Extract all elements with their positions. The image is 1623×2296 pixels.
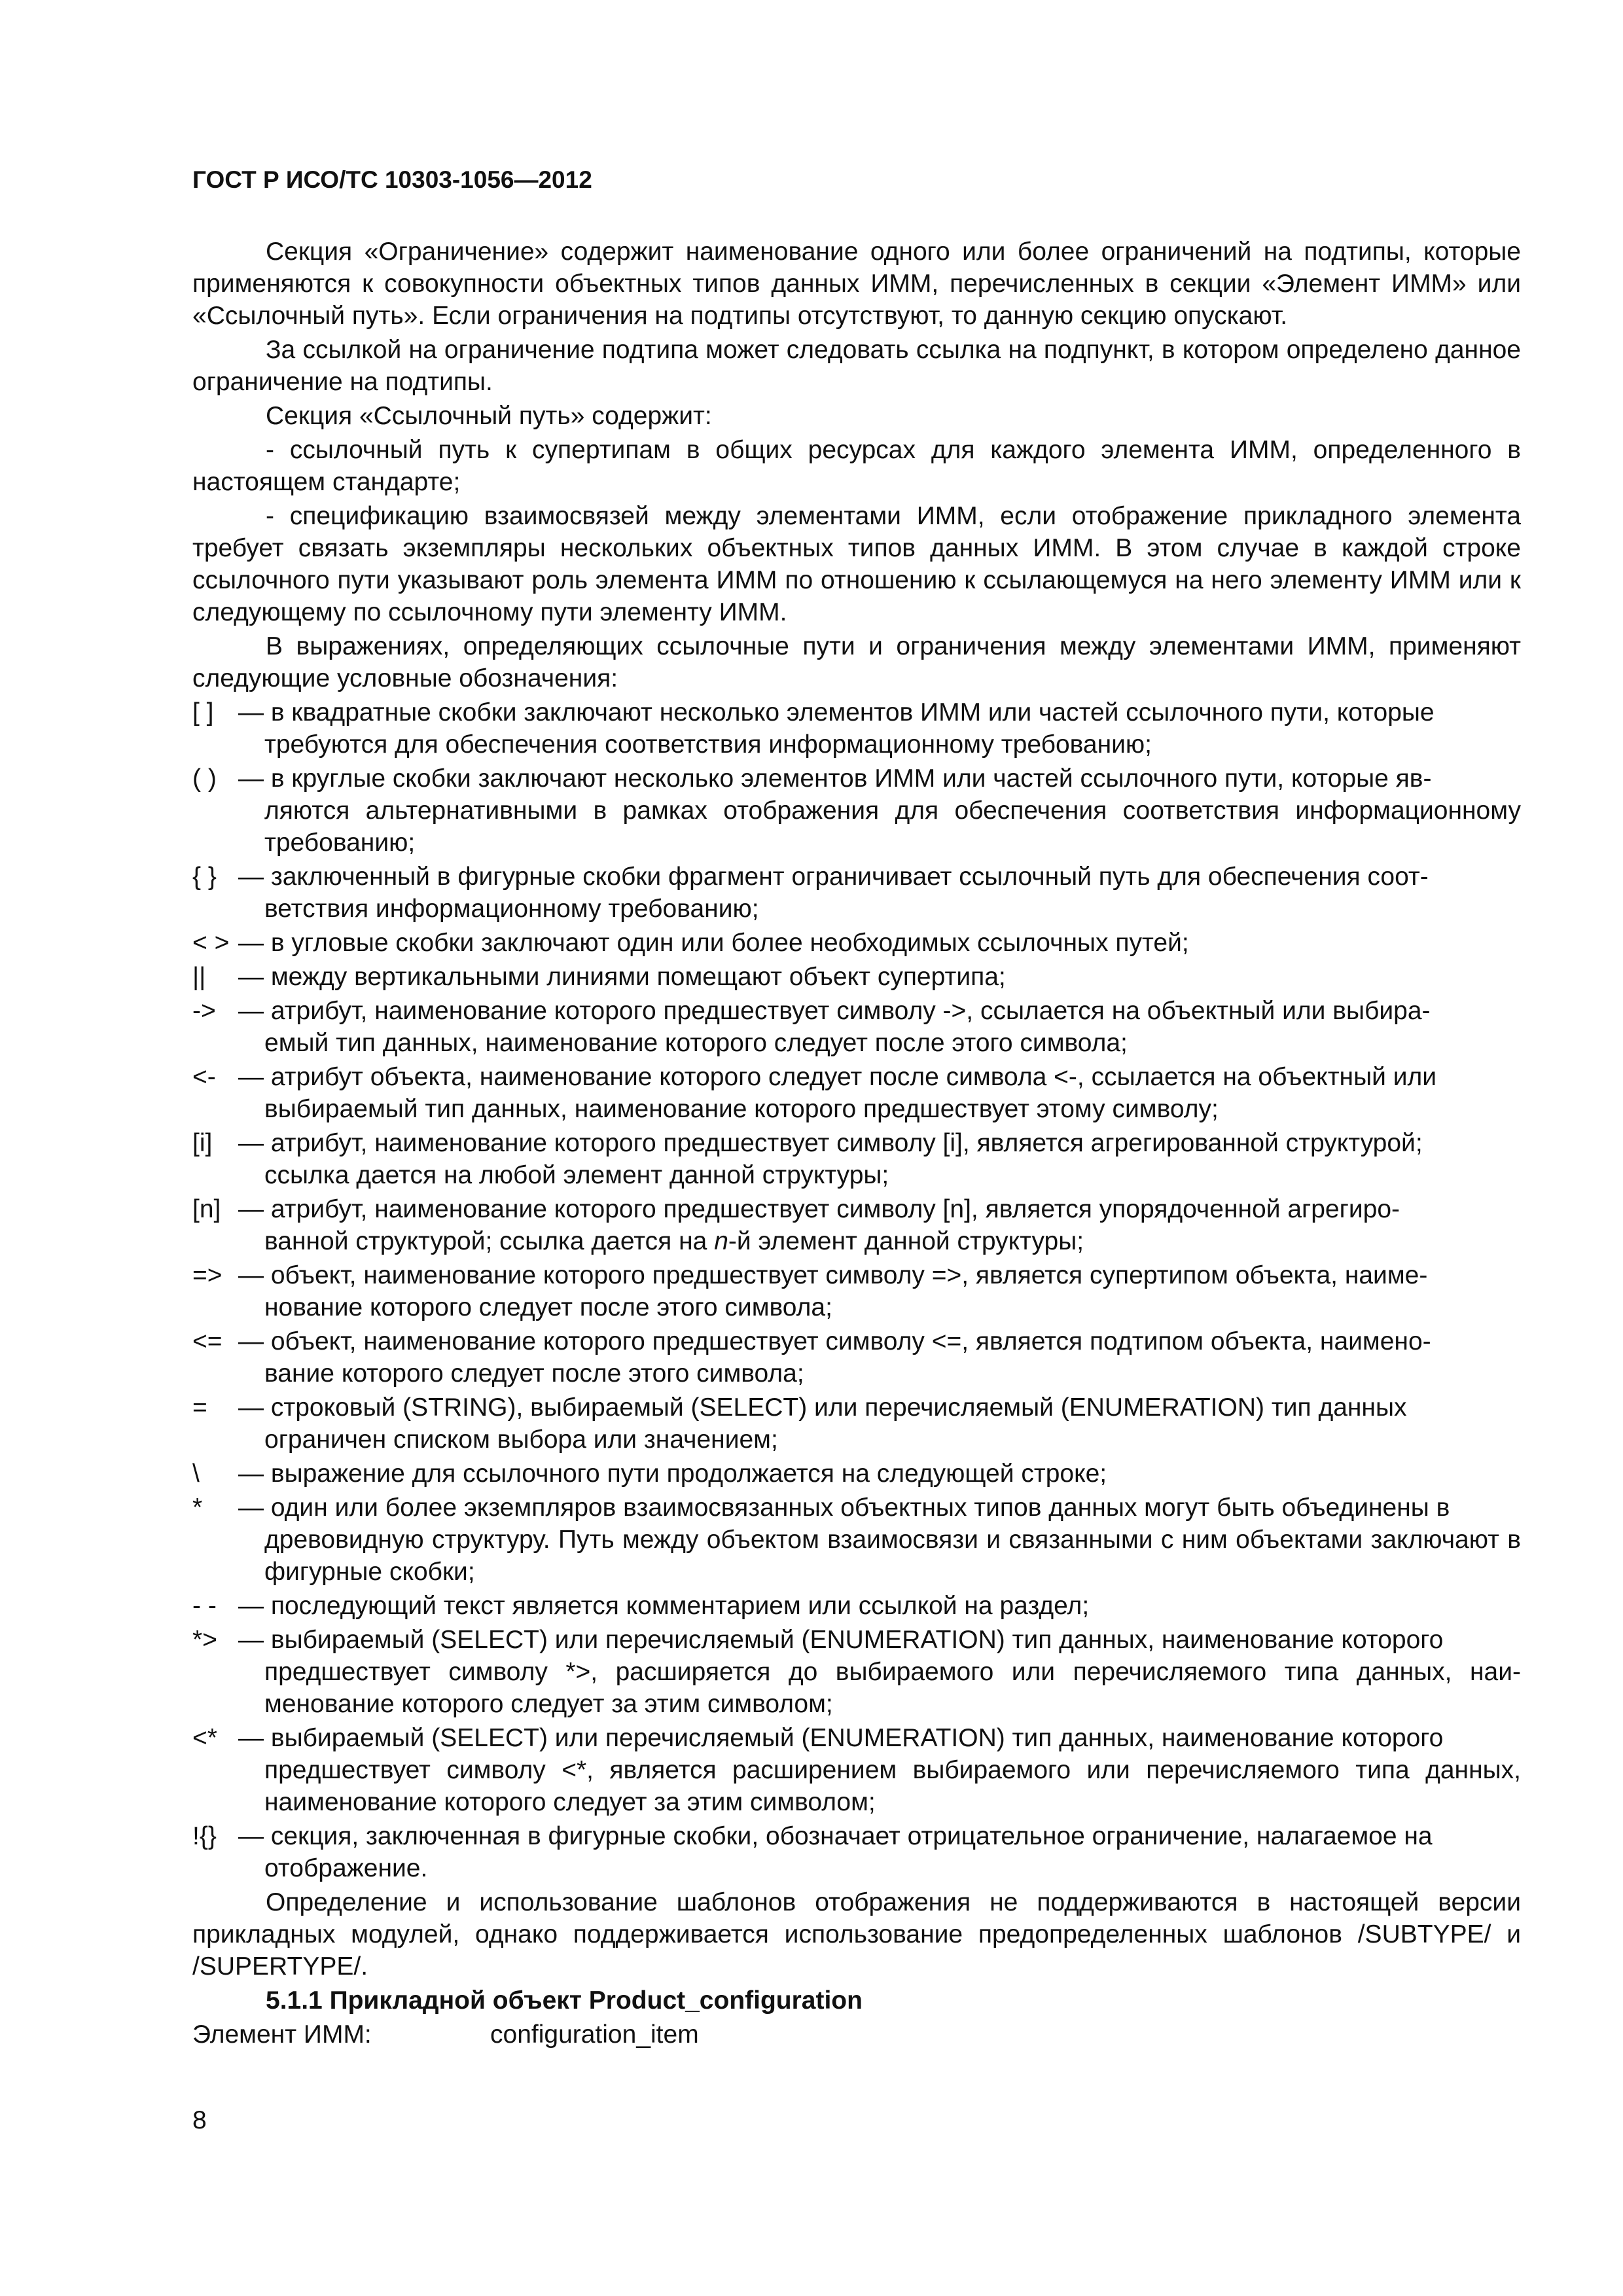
notation-dash: — (238, 929, 264, 957)
notation-symbol: [n] (192, 1195, 221, 1223)
notation-item (192, 1820, 1521, 1884)
notation-lead: секция, заключенная в фигурные скобки, обозначает отрицательное ограничение, налагаемое на (270, 1822, 1433, 1850)
notation-symbol: <= (192, 1327, 223, 1355)
notation-lead: в круглые скобки заключают несколько элементов ИММ или частей ссылочного пути, которые яв- (270, 764, 1432, 793)
notation-description (238, 1193, 1521, 1257)
notation-lead: в квадратные скобки заключают несколько элементов ИММ или частей ссылочного пути, которые (270, 698, 1435, 726)
notation-symbol: * (192, 1494, 203, 1522)
paragraph-restriction-section: Секция «Ограничение» содержит наименование одного или более ограничений на подтипы, которые применяются к совокупности объектных типов данных ИММ, перечисленных в секции «Элемент ИММ» или «Ссылочный путь». Если ограничения на подтипы отсутствуют, то данную секцию опускают. (192, 238, 1521, 330)
notation-item (192, 696, 1521, 761)
notation-description (238, 696, 1521, 761)
list-item-relationship-spec: - спецификацию взаимосвязей между элементами ИММ, если отображение прикладного элемента требует связать экземпляры нескольких объектных типов данных ИММ. В этом случае в каждой строке ссылочного пути указывают роль элемента ИММ по отношению к ссылающемуся на него элементу ИММ или к следующему по ссылочному пути элементу ИММ. (192, 502, 1521, 626)
notation-symbol: => (192, 1261, 223, 1289)
notation-continuation: ванной структурой; ссылка дается на n-й элемент данной структуры; (264, 1227, 1084, 1255)
notation-lead: объект, наименование которого предшествует символу <=, является подтипом объекта, наимено- (270, 1327, 1431, 1355)
notation-dash: — (238, 1195, 264, 1223)
notation-continuation: предшествует символу *>, расширяется до выбираемого или перечисляемого типа данных, наименование которого следует за этим символом; (264, 1658, 1521, 1718)
notation-symbol: !{} (192, 1822, 217, 1850)
notation-lead: выражение для ссылочного пути продолжается на следующей строке; (270, 1460, 1107, 1488)
paragraph-notation-intro: В выражениях, определяющих ссылочные пути и ограничения между элементами ИММ, применяют следующие условные обозначения: (192, 632, 1521, 692)
notation-item (192, 1492, 1521, 1588)
notation-symbol: < > (192, 929, 230, 957)
notation-continuation: ограничен списком выбора или значением; (264, 1426, 778, 1454)
notation-lead: между вертикальными линиями помещают объект супертипа; (270, 963, 1006, 991)
notation-dash: — (238, 1494, 264, 1522)
notation-item (192, 1624, 1521, 1720)
notation-dash: — (238, 1822, 264, 1850)
notation-dash: — (238, 1129, 264, 1157)
notation-description (238, 762, 1521, 859)
notation-description (238, 1590, 1521, 1622)
notation-item (192, 1391, 1521, 1456)
imm-element-value: configuration_item (490, 2020, 699, 2049)
notation-dash: — (238, 1063, 264, 1091)
notation-symbol-list (192, 696, 1521, 1884)
page-number: 8 (192, 2106, 207, 2134)
document-header: ГОСТ Р ИСО/ТС 10303-1056—2012 (192, 166, 592, 193)
notation-item (192, 861, 1521, 925)
notation-symbol: [i] (192, 1129, 213, 1157)
notation-description (238, 1325, 1521, 1390)
notation-dash: — (238, 1261, 264, 1289)
notation-item (192, 1127, 1521, 1191)
notation-description (238, 1259, 1521, 1323)
notation-item (192, 1325, 1521, 1390)
notation-item (192, 1259, 1521, 1323)
paragraph-reference-path-intro: Секция «Ссылочный путь» содержит: (266, 402, 712, 430)
notation-dash: — (238, 1626, 264, 1654)
notation-description (238, 861, 1521, 925)
notation-dash: — (238, 1460, 264, 1488)
notation-lead: строковый (STRING), выбираемый (SELECT) или перечисляемый (ENUMERATION) тип данных (270, 1393, 1407, 1422)
notation-dash: — (238, 1393, 264, 1422)
paragraph-mapping-templates: Определение и использование шаблонов отображения не поддерживаются в настоящей версии прикладных модулей, однако поддерживается использование предопределенных шаблонов /SUBTYPE/ и /SUPERTYPE/. (192, 1888, 1521, 1981)
notation-dash: — (238, 1592, 264, 1620)
notation-symbol: \ (192, 1460, 200, 1488)
notation-description (238, 1722, 1521, 1818)
subsection-heading: 5.1.1 Прикладной объект Product_configuration (266, 1986, 863, 2015)
notation-description (238, 1127, 1521, 1191)
notation-lead: атрибут объекта, наименование которого следует после символа <-, ссылается на объектный или (270, 1063, 1437, 1091)
notation-symbol: <- (192, 1063, 216, 1091)
notation-symbol: = (192, 1393, 207, 1422)
notation-dash: — (238, 1327, 264, 1355)
notation-continuation: нование которого следует после этого символа; (264, 1293, 832, 1321)
notation-continuation: ссылка дается на любой элемент данной структуры; (264, 1161, 889, 1189)
italic-n: n (714, 1227, 728, 1255)
notation-item (192, 1722, 1521, 1818)
notation-lead: один или более экземпляров взаимосвязанных объектных типов данных могут быть объединены в (270, 1494, 1450, 1522)
notation-continuation: вание которого следует после этого символа; (264, 1359, 804, 1388)
notation-lead: последующий текст является комментарием или ссылкой на раздел; (270, 1592, 1090, 1620)
notation-description (238, 1061, 1521, 1125)
notation-continuation: древовидную структуру. Путь между объектом взаимосвязи и связанными с ним объектами заключают в фигурные скобки; (264, 1526, 1521, 1586)
notation-lead: атрибут, наименование которого предшествует символу ->, ссылается на объектный или выбира- (270, 997, 1431, 1025)
notation-lead: атрибут, наименование которого предшествует символу [n], является упорядоченной агрегиро- (270, 1195, 1400, 1223)
notation-dash: — (238, 764, 264, 793)
notation-lead: атрибут, наименование которого предшествует символу [i], является агрегированной структурой; (270, 1129, 1423, 1157)
list-item-supertype-path: - ссылочный путь к супертипам в общих ресурсах для каждого элемента ИММ, определенного в настоящем стандарте; (192, 436, 1521, 496)
notation-item (192, 961, 1521, 993)
notation-description (238, 1391, 1521, 1456)
notation-dash: — (238, 963, 264, 991)
notation-description (238, 1492, 1521, 1588)
notation-item (192, 1193, 1521, 1257)
notation-lead: заключенный в фигурные скобки фрагмент ограничивает ссылочный путь для обеспечения соот- (270, 863, 1429, 891)
notation-lead: объект, наименование которого предшествует символу =>, является супертипом объекта, наиме- (270, 1261, 1428, 1289)
notation-dash: — (238, 863, 264, 891)
notation-item (192, 762, 1521, 859)
notation-description (238, 1624, 1521, 1720)
notation-dash: — (238, 1724, 264, 1752)
notation-symbol: [ ] (192, 698, 214, 726)
notation-continuation: отображение. (264, 1854, 428, 1882)
notation-description (238, 995, 1521, 1059)
notation-continuation: выбираемый тип данных, наименование которого предшествует этому символу; (264, 1095, 1219, 1123)
notation-item (192, 927, 1521, 959)
notation-symbol: { } (192, 863, 217, 891)
imm-element-label: Элемент ИММ: (192, 2020, 372, 2049)
notation-continuation: ветствия информационному требованию; (264, 895, 759, 923)
notation-symbol: -> (192, 997, 216, 1025)
document-body (192, 236, 1521, 2051)
notation-item (192, 1061, 1521, 1125)
notation-symbol: ( ) (192, 764, 217, 793)
notation-dash: — (238, 698, 264, 726)
notation-dash: — (238, 997, 264, 1025)
notation-continuation: требуются для обеспечения соответствия информационному требованию; (264, 730, 1152, 759)
notation-description (238, 927, 1521, 959)
notation-continuation: предшествует символу <*, является расширением выбираемого или перечисляемого типа данных, наименование которого следует за этим символом; (264, 1756, 1521, 1816)
notation-symbol: || (192, 963, 206, 991)
notation-item (192, 1590, 1521, 1622)
notation-description (238, 961, 1521, 993)
paragraph-subtype-reference: За ссылкой на ограничение подтипа может следовать ссылка на подпункт, в котором определено данное ограничение на подтипы. (192, 336, 1521, 396)
notation-symbol: <* (192, 1724, 217, 1752)
imm-element-row (192, 2018, 1521, 2051)
notation-description (238, 1820, 1521, 1884)
notation-lead: выбираемый (SELECT) или перечисляемый (ENUMERATION) тип данных, наименование которого (270, 1626, 1444, 1654)
notation-lead: выбираемый (SELECT) или перечисляемый (ENUMERATION) тип данных, наименование которого (270, 1724, 1444, 1752)
notation-lead: в угловые скобки заключают один или более необходимых ссылочных путей; (270, 929, 1189, 957)
notation-continuation: ляются альтернативными в рамках отображения для обеспечения соответствия информационному требованию; (264, 797, 1521, 857)
notation-item (192, 995, 1521, 1059)
notation-description (238, 1458, 1521, 1490)
notation-symbol: *> (192, 1626, 217, 1654)
notation-item (192, 1458, 1521, 1490)
notation-continuation: емый тип данных, наименование которого следует после этого символа; (264, 1029, 1128, 1057)
notation-symbol: - - (192, 1592, 217, 1620)
